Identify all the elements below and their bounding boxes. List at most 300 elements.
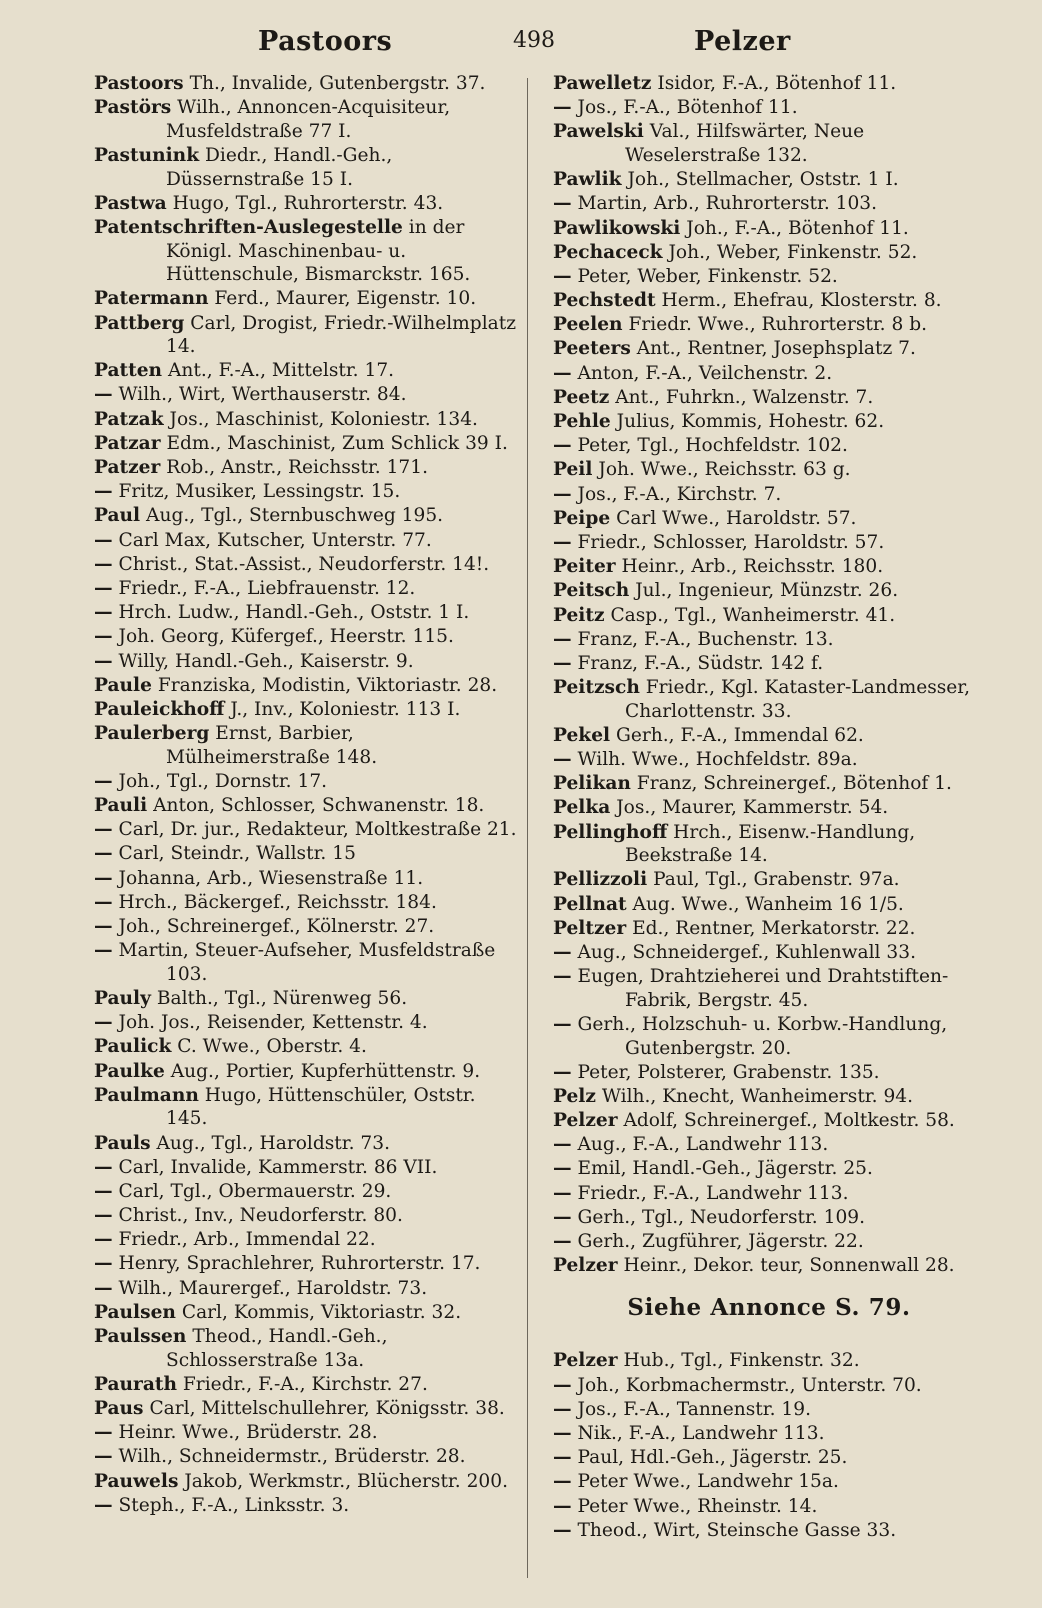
entry-name: —	[94, 481, 113, 503]
entry-details: Franz, Schreinergef., Bötenhof 1.	[630, 773, 952, 795]
directory-entry	[94, 867, 518, 891]
directory-entry	[94, 1373, 518, 1397]
directory-entry	[553, 410, 985, 434]
directory-entry	[94, 72, 518, 96]
entry-name: —	[553, 97, 572, 119]
directory-entry	[553, 1519, 985, 1543]
entry-details: Wilh., Maurergef., Haroldstr. 73.	[112, 1277, 428, 1299]
directory-entry	[94, 1325, 518, 1372]
entry-name: Pelz	[553, 1085, 596, 1107]
directory-entry	[553, 1446, 985, 1470]
entry-details: Herm., Ehefrau, Klosterstr. 8.	[655, 290, 942, 312]
entry-details: Ferd., Maurer, Eigenstr. 10.	[208, 288, 477, 310]
entry-details: Aug., Schneidergef., Kuhlenwall 33.	[571, 941, 916, 963]
directory-entry	[553, 531, 985, 555]
directory-entry	[94, 577, 518, 601]
entry-details: Jos., Maschinist, Koloniestr. 134.	[163, 408, 478, 430]
entry-name: —	[94, 891, 113, 913]
entry-details: Martin, Arb., Ruhrorterstr. 103.	[571, 193, 878, 215]
entry-name: Paulssen	[94, 1326, 187, 1347]
entry-details: Julius, Kommis, Hohestr. 62.	[610, 411, 885, 433]
directory-entry	[553, 1398, 985, 1422]
entry-details: Hub., Tgl., Finkenstr. 32.	[617, 1350, 860, 1372]
entry-details: Balth., Tgl., Nürenweg 56.	[150, 987, 408, 1009]
entry-name: —	[553, 1471, 572, 1493]
directory-entry	[94, 1494, 518, 1518]
directory-entry	[94, 1397, 518, 1421]
directory-entry	[94, 1470, 518, 1494]
entry-details: Aug., Tgl., Sternbuschweg 195.	[140, 505, 444, 527]
directory-entry	[553, 386, 985, 410]
directory-entry	[553, 1109, 985, 1133]
directory-entry	[94, 601, 518, 625]
directory-entry	[94, 144, 518, 191]
entry-name: —	[553, 628, 572, 650]
page-header	[0, 22, 1042, 62]
directory-entry	[94, 1301, 518, 1325]
entry-details: Jos., F.-A., Tannenstr. 19.	[571, 1398, 812, 1420]
entry-details: Jakob, Werkmstr., Blücherstr. 200.	[178, 1470, 508, 1492]
entry-name: Pechaceck	[553, 241, 663, 263]
directory-entry	[94, 1180, 518, 1204]
entry-name: Peelen	[553, 314, 623, 336]
directory-entry	[94, 722, 518, 769]
entry-details: Fritz, Musiker, Lessingstr. 15.	[112, 481, 401, 503]
directory-entry	[553, 868, 985, 892]
directory-entry	[94, 650, 518, 674]
entry-details: Friedr., Arb., Immendal 22.	[112, 1229, 376, 1251]
entry-details: Nik., F.-A., Landwehr 113.	[571, 1422, 825, 1444]
entry-details: Hrch., Eisenw.-Handlung, Beekstraße 14.	[625, 821, 916, 867]
entry-name: —	[553, 1013, 572, 1035]
directory-entry	[94, 432, 518, 456]
entry-name: —	[553, 265, 572, 287]
directory-entry	[94, 698, 518, 722]
entry-details: Ed., Rentner, Merkatorstr. 22.	[626, 917, 916, 939]
entry-details: Friedr. Wwe., Ruhrorterstr. 8 b.	[622, 314, 928, 336]
entry-details: Jos., F.-A., Bötenhof 11.	[571, 97, 798, 119]
entry-details: Wilh., Annoncen-Acquisiteur, Musfeldstraße 77 I.	[166, 97, 451, 142]
entry-details: Ernst, Barbier, Mülheimerstraße 148.	[166, 723, 378, 768]
directory-entry	[94, 1228, 518, 1252]
entry-name: Pelikan	[553, 773, 631, 795]
entry-name: Pellnat	[553, 893, 627, 915]
entry-details: Carl, Invalide, Kammerstr. 86 VII.	[112, 1156, 438, 1178]
directory-entry	[94, 1035, 518, 1059]
directory-entry	[553, 772, 985, 796]
entry-details: Aug., Portier, Kupferhüttenstr. 9.	[164, 1060, 481, 1082]
directory-entry	[94, 842, 518, 866]
entry-name: Pelzer	[553, 1350, 618, 1372]
entry-name: —	[94, 1422, 113, 1444]
directory-entry	[553, 1495, 985, 1519]
directory-entry	[553, 120, 985, 167]
entry-details: Hugo, Hüttenschüler, Oststr. 145.	[166, 1084, 476, 1130]
entry-details: Theod., Wirt, Steinsche Gasse 33.	[571, 1519, 897, 1541]
entry-name: Patzar	[94, 432, 161, 454]
directory-entry	[94, 1084, 518, 1131]
entry-details: Val., Hilfswärter, Neue Weselerstraße 132.	[625, 121, 865, 166]
entry-details: Gerh., F.-A., Immendal 62.	[610, 724, 864, 746]
annonce-note: Siehe Annonce S. 79.	[627, 1293, 911, 1321]
entry-name: —	[553, 1519, 572, 1541]
entry-name: —	[553, 749, 572, 771]
entry-name: Pawelski	[553, 121, 644, 143]
entry-details: Th., Invalide, Gutenbergstr. 37.	[183, 73, 486, 94]
directory-entry	[553, 724, 985, 748]
entry-name: —	[94, 843, 113, 865]
directory-entry	[553, 555, 985, 579]
directory-entry	[553, 1230, 985, 1254]
entry-name: —	[553, 362, 572, 384]
entry-name: Pauly	[94, 987, 151, 1009]
directory-entry	[553, 821, 985, 868]
directory-entry	[94, 794, 518, 818]
entry-name: —	[94, 626, 113, 648]
directory-entry	[553, 1085, 985, 1109]
directory-entry	[553, 1206, 985, 1230]
entry-name: —	[553, 1398, 572, 1420]
entry-details: Jul., Ingenieur, Münzstr. 26.	[629, 580, 899, 602]
entry-details: Ant., Fuhrkn., Walzenstr. 7.	[609, 386, 874, 408]
entry-name: Paul	[94, 505, 141, 527]
entry-name: —	[94, 819, 113, 841]
entry-details: Carl Wwe., Haroldstr. 57.	[610, 507, 857, 529]
entry-name: Peeters	[553, 338, 631, 360]
directory-entry	[553, 1182, 985, 1206]
entry-details: J., Inv., Koloniestr. 113 I.	[224, 698, 461, 720]
entry-name: Paurath	[94, 1373, 177, 1395]
entry-details: Joh., F.-A., Bötenhof 11.	[680, 217, 909, 239]
entry-details: Gerh., Tgl., Neudorferstr. 109.	[571, 1206, 866, 1228]
entry-name: Pekel	[553, 724, 611, 746]
entry-details: Carl, Mittelschullehrer, Königsstr. 38.	[143, 1397, 505, 1419]
entry-name: —	[94, 650, 113, 672]
entry-name: —	[94, 770, 113, 792]
entry-name: —	[553, 1447, 572, 1469]
entry-details: Wilh., Schneidermstr., Brüderstr. 28.	[112, 1446, 466, 1468]
entry-name: —	[553, 483, 572, 505]
entry-details: Joh., Tgl., Dornstr. 17.	[112, 770, 328, 792]
directory-entry	[553, 483, 985, 507]
entry-name: Pelzer	[553, 1110, 618, 1132]
entry-details: Ant., Rentner, Josephsplatz 7.	[630, 338, 916, 360]
directory-entry	[553, 1470, 985, 1494]
entry-name: Peitz	[553, 604, 605, 626]
directory-entry	[553, 1374, 985, 1398]
entry-name: Pawlik	[553, 169, 622, 191]
directory-entry	[94, 553, 518, 577]
entry-details: Franziska, Modistin, Viktoriastr. 28.	[151, 674, 498, 696]
entry-details: Edm., Maschinist, Zum Schlick 39 I.	[160, 432, 508, 454]
entry-name: Peiter	[553, 556, 616, 578]
entry-details: Carl Max, Kutscher, Unterstr. 77.	[112, 529, 432, 551]
directory-entry	[94, 408, 518, 432]
entry-details: Paul, Tgl., Grabenstr. 97a.	[647, 869, 900, 891]
entry-name: Peltzer	[553, 917, 627, 939]
entry-details: Friedr., Schlosser, Haroldstr. 57.	[571, 531, 885, 553]
entry-details: Peter, Polsterer, Grabenstr. 135.	[571, 1061, 880, 1083]
entry-name: —	[553, 1231, 572, 1253]
entry-name: —	[553, 1061, 572, 1083]
entry-details: Gerh., Holzschuh- u. Korbw.-Handlung, Gutenbergstr. 20.	[571, 1013, 948, 1059]
entry-name: —	[94, 1253, 113, 1275]
entry-name: Pastoors	[94, 73, 184, 94]
entry-details: Peter, Weber, Finkenstr. 52.	[571, 265, 838, 287]
directory-entry	[553, 289, 985, 313]
entry-name: Patermann	[94, 288, 209, 310]
entry-name: —	[553, 941, 572, 963]
entry-details: Henry, Sprachlehrer, Ruhrorterstr. 17.	[112, 1253, 481, 1275]
entry-details: Joh. Georg, Küfergef., Heerstr. 115.	[112, 626, 454, 648]
entry-name: Paus	[94, 1397, 144, 1419]
entry-name: —	[94, 529, 113, 551]
directory-entry	[553, 1013, 985, 1060]
entry-name: —	[94, 1205, 113, 1227]
entry-details: Anton, Schlosser, Schwanenstr. 18.	[147, 795, 485, 817]
entry-details: Friedr., F.-A., Landwehr 113.	[571, 1182, 849, 1204]
entry-details: Joh. Wwe., Reichsstr. 63 g.	[592, 459, 851, 481]
page-number: 498	[513, 28, 555, 53]
entry-name: Peitzsch	[553, 677, 640, 699]
column-divider	[527, 78, 528, 1578]
entry-name: Paule	[94, 674, 152, 696]
directory-entry	[553, 628, 985, 652]
entry-name: Pauwels	[94, 1470, 179, 1492]
directory-entry	[94, 192, 518, 216]
entry-name: Pastwa	[94, 192, 167, 214]
entry-details: Steph., F.-A., Linksstr. 3.	[112, 1494, 350, 1516]
directory-entry	[553, 796, 985, 820]
directory-entry	[553, 507, 985, 531]
entry-details: Aug., Tgl., Haroldstr. 73.	[150, 1132, 391, 1154]
directory-entry	[553, 917, 985, 941]
entry-details: Franz, F.-A., Südstr. 142 f.	[571, 652, 824, 674]
entry-details: Peter Wwe., Rheinstr. 14.	[571, 1495, 818, 1517]
entry-name: —	[94, 1180, 113, 1202]
entry-name: Pellizzoli	[553, 869, 648, 891]
directory-entry	[553, 1133, 985, 1157]
entry-name: Pauleickhoff	[94, 698, 225, 720]
directory-entry	[94, 818, 518, 842]
entry-details: Friedr., F.-A., Kirchstr. 27.	[177, 1373, 428, 1395]
directory-entry	[553, 965, 985, 1012]
directory-entry	[553, 168, 985, 192]
directory-entry	[94, 480, 518, 504]
directory-entry	[94, 770, 518, 794]
directory-entry	[94, 1277, 518, 1301]
directory-entry	[553, 458, 985, 482]
directory-entry	[553, 313, 985, 337]
directory-entry	[94, 1421, 518, 1445]
entry-details: Carl, Dr. jur., Redakteur, Moltkestraße 21.	[112, 819, 517, 841]
entry-details: Anton, F.-A., Veilchenstr. 2.	[571, 362, 833, 384]
directory-entry	[94, 891, 518, 915]
directory-entry	[553, 893, 985, 917]
entry-details: Franz, F.-A., Buchenstr. 13.	[571, 628, 834, 650]
entry-details: Paul, Hdl.-Geh., Jägerstr. 25.	[571, 1447, 848, 1469]
directory-entry	[553, 241, 985, 265]
entry-details: Eugen, Drahtzieherei und Drahtstiften-Fabrik, Bergstr. 45.	[571, 966, 949, 1011]
entry-details: Johanna, Arb., Wiesenstraße 11.	[112, 867, 424, 889]
entry-name: —	[553, 193, 572, 215]
directory-entry	[553, 217, 985, 241]
entry-details: Joh., Korbmachermstr., Unterstr. 70.	[571, 1374, 922, 1396]
entry-name: —	[94, 867, 113, 889]
right-column	[553, 72, 985, 1543]
directory-entry	[94, 1156, 518, 1180]
directory-entry	[553, 434, 985, 458]
entry-details: Adolf, Schreinergef., Moltkestr. 58.	[617, 1110, 955, 1132]
entry-details: Heinr., Arb., Reichsstr. 180.	[615, 556, 884, 578]
directory-entry	[94, 939, 518, 986]
entry-details: Gerh., Zugführer, Jägerstr. 22.	[571, 1231, 864, 1253]
entry-details: Hugo, Tgl., Ruhrorterstr. 43.	[166, 192, 444, 214]
entry-details: Heinr. Wwe., Brüderstr. 28.	[112, 1422, 378, 1444]
entry-details: Martin, Steuer-Aufseher, Musfeldstraße 103.	[112, 940, 496, 985]
entry-details: Joh., Weber, Finkenstr. 52.	[662, 241, 918, 263]
entry-details: Friedr., F.-A., Liebfrauenstr. 12.	[112, 577, 416, 599]
directory-entry	[94, 625, 518, 649]
entry-details: Wilh., Wirt, Werthauserstr. 84.	[112, 384, 407, 406]
entry-details: Hrch. Ludw., Handl.-Geh., Oststr. 1 I.	[112, 602, 470, 624]
entry-name: Pellinghoff	[553, 821, 668, 843]
entry-details: Ant., F.-A., Mittelstr. 17.	[162, 360, 395, 382]
entry-name: Paulmann	[94, 1084, 199, 1106]
entry-details: Diedr., Handl.-Geh., Düssernstraße 15 I.	[166, 144, 393, 190]
entry-name: Pastörs	[94, 97, 172, 119]
entry-name: Patzak	[94, 408, 164, 430]
entry-name: —	[553, 1182, 572, 1204]
directory-entry	[553, 96, 985, 120]
directory-entry	[553, 265, 985, 289]
directory-entry	[94, 287, 518, 311]
entry-details: Jos., Maurer, Kammerstr. 54.	[610, 797, 889, 819]
entry-details: Peter, Tgl., Hochfeldstr. 102.	[571, 435, 848, 457]
entry-name: —	[94, 553, 113, 575]
directory-entry	[94, 456, 518, 480]
directory-entry	[553, 748, 985, 772]
entry-name: Paulerberg	[94, 723, 210, 745]
entry-details: Wilh., Knecht, Wanheimerstr. 94.	[595, 1085, 914, 1107]
entry-name: —	[94, 916, 113, 937]
directory-entry	[553, 1254, 985, 1278]
right-column-entries-after	[553, 1349, 985, 1542]
entry-name: —	[94, 1277, 113, 1299]
directory-entry	[94, 504, 518, 528]
entry-details: Christ., Inv., Neudorferstr. 80.	[112, 1205, 403, 1227]
directory-entry	[553, 652, 985, 676]
entry-name: —	[94, 1229, 113, 1251]
directory-entry	[553, 337, 985, 361]
entry-name: —	[553, 652, 572, 674]
entry-name: Pastunink	[94, 144, 200, 166]
directory-entry	[94, 1252, 518, 1276]
entry-details: Carl, Drogist, Friedr.-Wilhelmplatz 14.	[166, 312, 516, 358]
header-right-keyword: Pelzer	[694, 26, 791, 57]
entry-name: —	[553, 966, 572, 988]
directory-entry	[94, 312, 518, 359]
directory-entry	[94, 383, 518, 407]
entry-name: —	[553, 1158, 572, 1180]
entry-name: —	[94, 940, 113, 962]
entry-name: Pattberg	[94, 312, 185, 334]
entry-name: —	[553, 1422, 572, 1444]
directory-entry	[94, 1132, 518, 1156]
directory-entry	[553, 676, 985, 723]
entry-details: Peter Wwe., Landwehr 15a.	[571, 1471, 839, 1493]
entry-name: —	[553, 1134, 572, 1156]
entry-name: Pawlikowski	[553, 217, 681, 239]
entry-name: Paulke	[94, 1060, 165, 1082]
entry-name: Paulick	[94, 1036, 172, 1058]
entry-details: Heinr., Dekor. teur, Sonnenwall 28.	[617, 1255, 955, 1277]
entry-name: —	[94, 577, 113, 599]
directory-entry	[94, 96, 518, 143]
entry-details: Joh., Schreinergef., Kölnerstr. 27.	[112, 916, 435, 937]
entry-details: Willy, Handl.-Geh., Kaiserstr. 9.	[112, 650, 414, 672]
entry-name: —	[553, 1374, 572, 1396]
entry-name: Patentschriften-Auslegestelle	[94, 216, 403, 238]
directory-entry	[94, 1060, 518, 1084]
entry-name: —	[94, 1494, 113, 1516]
entry-name: Pelka	[553, 797, 611, 819]
header-left-keyword: Pastoors	[258, 26, 393, 57]
directory-entry	[553, 362, 985, 386]
entry-name: Peetz	[553, 386, 610, 408]
entry-details: Jos., F.-A., Kirchstr. 7.	[571, 483, 782, 505]
directory-entry	[94, 674, 518, 698]
directory-entry	[553, 579, 985, 603]
entry-name: Paulsen	[94, 1301, 176, 1323]
directory-entry	[94, 987, 518, 1011]
entry-name: Pechstedt	[553, 290, 656, 312]
directory-entry	[94, 216, 518, 287]
entry-details: Aug., F.-A., Landwehr 113.	[571, 1134, 829, 1156]
entry-name: —	[553, 1206, 572, 1228]
entry-name: —	[94, 602, 113, 624]
directory-entry	[553, 1157, 985, 1181]
entry-details: Carl, Tgl., Obermauerstr. 29.	[112, 1180, 392, 1202]
left-column	[94, 72, 518, 1518]
entry-details: Wilh. Wwe., Hochfeldstr. 89a.	[571, 749, 858, 771]
directory-entry	[94, 915, 518, 939]
entry-name: Pauli	[94, 795, 148, 817]
entry-details: Theod., Handl.-Geh., Schlosserstraße 13a.	[166, 1326, 388, 1371]
right-column-entries	[553, 72, 985, 1278]
entry-name: Patten	[94, 360, 163, 382]
entry-details: Hrch., Bäckergef., Reichsstr. 184.	[112, 891, 437, 913]
directory-entry	[553, 941, 985, 965]
entry-details: Aug. Wwe., Wanheim 16 1/5.	[626, 893, 904, 915]
entry-name: Peil	[553, 459, 593, 481]
entry-name: —	[94, 1156, 113, 1178]
entry-name: —	[553, 1495, 572, 1517]
directory-entry	[553, 1422, 985, 1446]
directory-entry	[553, 1349, 985, 1373]
entry-details: C. Wwe., Oberstr. 4.	[171, 1036, 367, 1058]
entry-name: Pauls	[94, 1132, 151, 1154]
entry-name: —	[553, 531, 572, 553]
entry-details: Emil, Handl.-Geh., Jägerstr. 25.	[571, 1158, 873, 1180]
directory-entry	[94, 359, 518, 383]
directory-entry	[94, 1011, 518, 1035]
entry-name: —	[94, 1012, 113, 1034]
directory-entry	[94, 1445, 518, 1469]
entry-name: —	[94, 1446, 113, 1468]
entry-name: Patzer	[94, 457, 161, 479]
directory-entry	[94, 1204, 518, 1228]
